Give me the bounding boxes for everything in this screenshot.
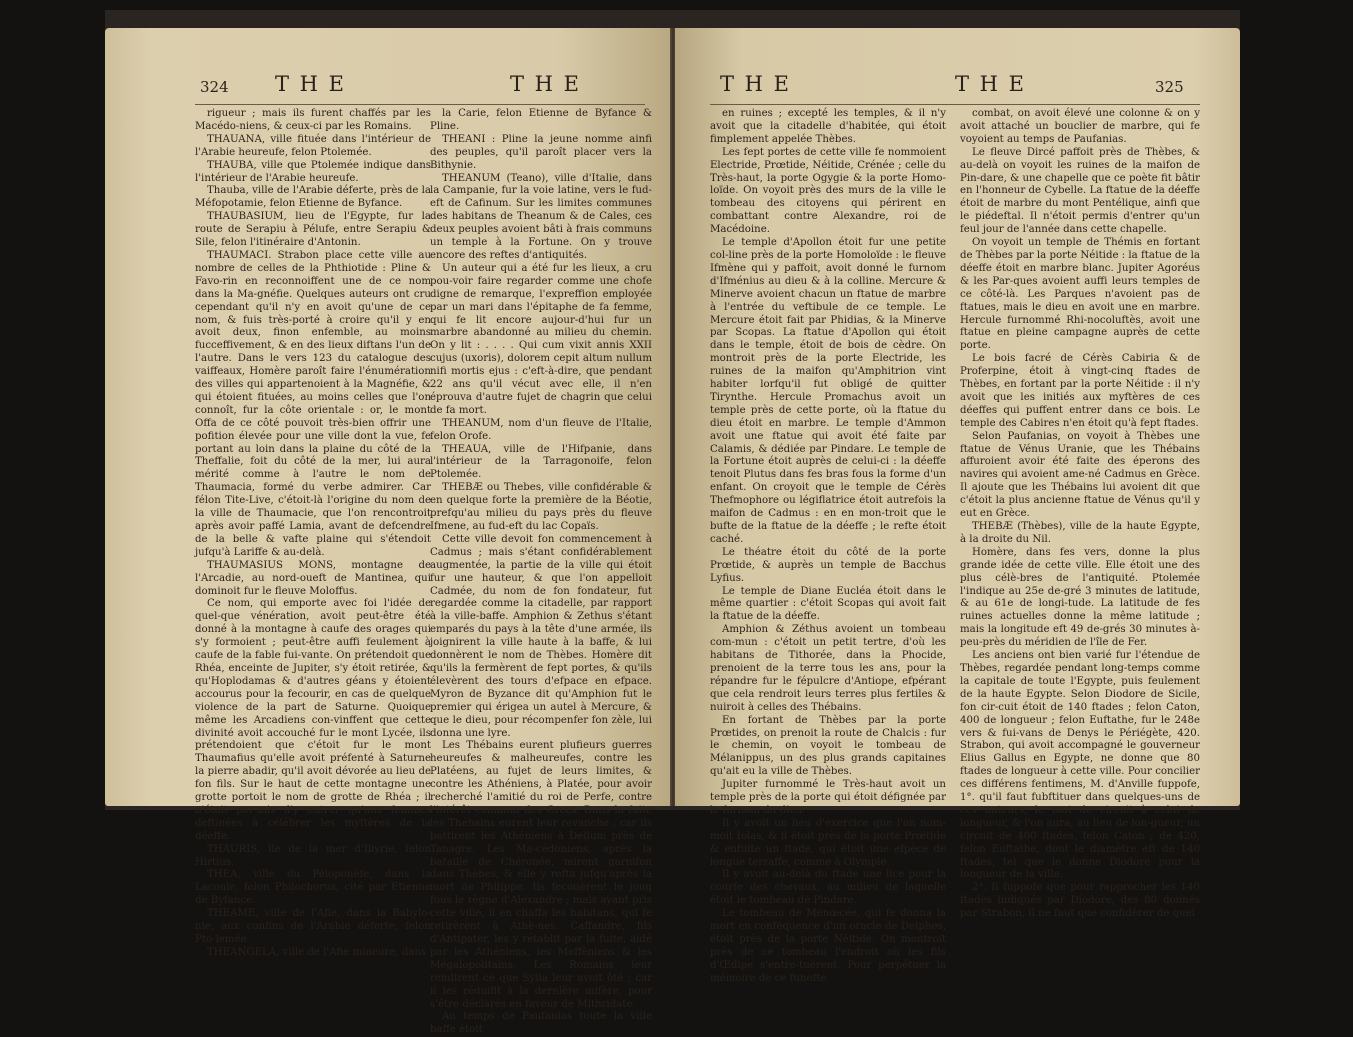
entry-paragraph: Le théatre étoit du côté de la porte Prœtide, & auprès un temple de Bacchus Lyfius.: [710, 546, 946, 584]
entry-paragraph: Il y avoit au-delà du ftade une lice pour la courfe des chevaux, au milieu de laquelle étoit le tombeau de Pindare.: [710, 869, 946, 907]
entry-paragraph: THEAME, ville de l'Afie, dans la Babylo-nie, aux confins de l'Arabie déferte, felon Pto-lemée.: [195, 908, 431, 945]
entry-paragraph: Le fleuve Dircé paffoit près de Thèbes, & au-delà on voyoit les ruines de la maifon de Pin-dare, & une chapelle que ce poète fit bâtir en l'honneur de Cybelle. La ftatue de la déeffe étoit de marbre du mont Pentélique, ainfi que le piédeftal. Il n'étoit permis d'entrer qu'un feul jour de l'année dans cette chapelle.: [960, 146, 1200, 236]
entry-paragraph: THAUMASIUS MONS, montagne de l'Arcadie, au nord-oueft de Mantinea, qui dominoit fur le fleuve Moloffus.: [195, 559, 431, 597]
running-head-left-2: T H E: [510, 72, 582, 96]
right-column-1: [710, 108, 946, 984]
entry-paragraph: Le tombeau de Ménœcée, qui fe donna la mort en conféquence d'un oracle de Delphes, étoit près de la porte Néitide. On montroit près de ce tombeau l'endroit où les fils d'Œdipe s'entre-tuèrent. Pour perpétuer la mémoire de ce funefte: [710, 908, 946, 984]
page-number-left: 324: [200, 78, 229, 96]
entry-paragraph: 2°. Il fuppofe que pour rapprocher les 140 ftades indiqués par Diodore, des 80 donnés par Strabon, il ne faut que confidérer de quel: [960, 882, 1200, 920]
left-page: [105, 28, 670, 1036]
entry-paragraph: Homère, dans fes vers, donne la plus grande idée de cette ville. Elle étoit une des plus célè-bres de l'antiquité. Ptolemée l'indique au 25e de-gré 3 minutes de latitude, & au 61e de longi-tude. La latitude de fes ruines actuelles donne la même latitude ; mais la longitude eft 49 de-grés 30 minutes à-peu-près du méridien de l'île de Fer.: [960, 546, 1200, 649]
left-column-1: [195, 108, 431, 958]
left-column-2: [430, 108, 652, 1036]
entry-paragraph: Un auteur qui a été fur les lieux, a cru pou-voir faire regarder comme une chofe digne de remarque, l'expreffion employée par un mari dans l'épitaphe de fa femme, qui fe lit encore aujour-d'hui fur un marbre abandonné au milieu du chemin. On y lit : . . . . Qui cum vixit annis XXII cujus (uxoris), dolorem cepit altum nullum nifi mortis ejus : c'eft-à-dire, que pendant 22 ans qu'il vécut avec elle, il n'en éprouva d'autre fujet de chagrin que celui de fa mort.: [430, 262, 652, 416]
entry-paragraph: Cette ville devoit fon commencement à Cadmus ; mais s'étant confidérablement augmentée, la partie de la ville qui étoit fur une hauteur, & que l'on appelloit Cadmée, du nom de fon fondateur, fut regardée comme la citadelle, par rapport à la ville-baffe. Amphion & Zethus s'étant emparés du pays à la tête d'une armée, ils joignirent la ville haute à la baffe, & lui donnèrent le nom de Thèbes. Homère dit qu'ils la fermèrent de fept portes, & qu'ils élevèrent des tours d'efpace en efpace. Myron de Byzance dit qu'Amphion fut le premier qui érigea un autel à Mercure, & que le dieu, pour récompenfer fon zèle, lui donna une lyre.: [430, 533, 652, 739]
entry-paragraph: THEA, ville du Péloponèfe, dans la Laconie, felon Philochorus, cité par Etienne de Byfance.: [195, 869, 431, 907]
entry-paragraph: THEBÆ (Thèbes), ville de la haute Egypte, à la droite du Nil.: [960, 521, 1200, 545]
running-head-right-1: T H E: [720, 72, 792, 96]
entry-paragraph: Il y avoit un lieu d'exercice que l'on nom-moit Iolas, & il étoit près de la porte Prœtide & enfuite un ftade, qui étoit une efpèce de longue terraffe, comme à Olympie.: [710, 817, 946, 868]
entry-paragraph: Jupiter furnommé le Très-haut avoit un temple près de la porte qui étoit défignée par le furnom du dieu.: [710, 779, 946, 816]
entry-paragraph: Le temple de Diane Eucléa étoit dans le même quartier : c'étoit Scopas qui avoit fait la ftatue de la déeffe.: [710, 585, 946, 623]
running-head-left-1: T H E: [275, 72, 347, 96]
header-rule-left: [195, 104, 645, 105]
entry-paragraph: Amphion & Zéthus avoient un tombeau com-mun : c'étoit un petit tertre, d'où les habitans de Tithorée, dans la Phocide, prenoient de la terre tous les ans, pour la répandre fur le fépulcre d'Antiope, efpérant que cela rendroit leurs terres plus fertiles & nuiroit à celles des Thébains.: [710, 624, 946, 713]
entry-paragraph: THAURIS, île de la mer d'Illyrie, felon Hirtius.: [195, 843, 431, 868]
entry-paragraph: On voyoit un temple de Thémis en fortant de Thèbes par la porte Néitide : la ftatue de la déeffe étoit en marbre blanc. Jupiter Agoréus & les Par-ques avoient auffi leurs temples de ce côté-là. Les Parques n'avoient pas de ftatues, mais le dieu en avoit une en marbre. Hercule furnommé Rhi-nocoluftès, avoit une ftatue en pleine campagne auprès de cette porte.: [960, 237, 1200, 352]
entry-paragraph: THEANUM, nom d'un fleuve de l'Italie, felon Orofe.: [430, 417, 652, 442]
entry-paragraph: Les anciens ont bien varié fur l'étendue de Thèbes, regardée pendant long-temps comme la capitale de toute l'Egypte, puis feulement de la haute Egypte. Selon Diodore de Sicile, fon cir-cuit étoit de 140 ftades ; felon Caton, 400 de longueur ; felon Euftathe, fur le 248e vers & fui-vans de Denys le Périégète, 420. Strabon, qui avoit accompagné le gouverneur Elius Gallus en Egypte, ne donne que 80 ftades de longueur à cette ville. Pour concilier ces différens fentimens, M. d'Anville fuppofe, 1°. qu'il faut fubftituer dans quelques-uns de ces auteurs, le mot de circuit à celui de longueur, & l'on aura, au lieu de lon-gueur, un circuit de 400 ftades, felon Caton ; de 420, felon Euftathe, dont le diamètre eft de 140 ftades, tel que le donne Diodore pour la longueur de la ville.: [960, 650, 1200, 881]
entry-paragraph: THEANGELA, ville de l'Afie mineure, dans: [207, 946, 427, 958]
entry-paragraph: Le bois facré de Cérès Cabiria & de Proferpine, étoit à vingt-cinq ftades de Thèbes, en fortant par la porte Néitide : il n'y avoit que les initiés aux myftères de ces déeffes qui puffent entrer dans ce bois. Le temple des Cabires n'en étoit qu'à fept ftades.: [960, 353, 1200, 429]
entry-paragraph: en ruines ; excepté les temples, & il n'y avoit que la citadelle d'habitée, qui étoit fimplement appelée Thèbes.: [710, 108, 946, 145]
entry-paragraph: THEBÆ ou Thebes, ville confidérable & en quelque forte la première de la Béotie, prefqu'au milieu du pays près du fleuve Ifmene, au fud-eft du lac Copaïs.: [430, 482, 652, 532]
right-column-2: [960, 108, 1200, 920]
entry-paragraph: THEANUM (Teano), ville d'Italie, dans la Campanie, fur la voie latine, vers le fud-eft de Cafinum. Sur les limites communes des habitans de Theanum & de Cales, ces deux peuples avoient bâti à frais communs un temple à la Fortune. On y trouve encore des reftes d'antiquités.: [430, 172, 652, 261]
entry-paragraph: la Carie, felon Etienne de Byfance & Pline.: [430, 108, 652, 132]
entry-paragraph: THAUBA, ville que Ptolemée indique dans l'intérieur de l'Arabie heureufe.: [195, 159, 431, 184]
entry-paragraph: Ce nom, qui emporte avec foi l'idée de quel-que vénération, avoit peut-être été donné à la montagne à caufe des orages qui s'y formoient ; peut-être auffi feulement à caufe de la fable fui-vante. On prétendoit que Rhéa, enceinte de Jupiter, s'y étoit retirée, & qu'Hoplodamas & d'autres géans y étoient accourus pour la fecourir, en cas de quelque violence de la part de Saturne. Quoique même les Arcadiens con-vinffent que cette divinité avoit accouché fur le mont Lycée, ils prétendoient que c'étoit fur le mont Thaumafius qu'elle avoit préfenté à Saturne la pierre abadir, qu'il avoit dévorée au lieu de fon fils. Sur le haut de cette montagne une grotte portoit le nom de grotte de Rhéa ; il n'étoit per-mis d'y entrer qu'aux femmes deftinées à célébrer les myftères de la déeffe.: [195, 598, 431, 842]
entry-paragraph: Selon Paufanias, on voyoit à Thèbes une ftatue de Vénus Uranie, que les Thébains affuroient avoir été faite des éperons des navires qui avoient ame-né Cadmus en Grèce. Il ajoute que les Thébains lui avoient dit que c'étoit la plus ancienne ftatue de Vénus qu'il y eut en Grèce.: [960, 430, 1200, 520]
entry-paragraph: THAUBASIUM, lieu de l'Egypte, fur la route de Serapiu à Pélufe, entre Serapiu & Sile, felon l'itinéraire d'Antonin.: [195, 211, 431, 249]
entry-paragraph: Les Thébains eurent plufieurs guerres heureufes & malheureufes, contre les Platéens, au fujet de leurs limites, & contre les Athéniens, à Platée, pour avoir recherché l'amitié du roi de Perfe, contre l'intérêt commun des Grecs. Dans la fuite les Thébains eurent leur revanche ; car ils battirent les Athéniens à Delium près de Tanagre. Les Ma-cédoniens, après la bataille de Chéronée, mirent garnifon dans Thèbes, & elle y refta jufqu'après la mort de Philippe. Ils fecouèrent le joug fous le règne d'Alexandre ; mais ayant pris cette ville, il en chaffa les habitans, qui fe retirèrent à Athè-nes. Caffandre, fils d'Antipater, les y rétablit par la fuite, aidé par les Athéniens, les Meffèniens & les Mégalopolitains. Les Romains leur rendirent ce que Sylla leur avoit ôté ; car il les réduifit à la dernière mifère, pour s'être déclarés en faveur de Mithridate.: [430, 740, 652, 1010]
entry-paragraph: Au temps de Paufanias toute la ville baffe étoit: [430, 1011, 652, 1036]
running-head-right-2: T H E: [955, 72, 1027, 96]
header-rule-right: [710, 104, 1200, 105]
entry-paragraph: rigueur ; mais ils furent chaffés par les Macédo-niens, & ceux-ci par les Romains.: [195, 108, 431, 132]
entry-paragraph: En fortant de Thèbes par la porte Prœtides, on prenoit la route de Chalcis : fur le chemin, on voyoit le tombeau de Mélanippus, un des plus grands capitaines qu'ait eu la ville de Thèbes.: [710, 714, 946, 778]
entry-paragraph: THAUMACI. Strabon place cette ville au nombre de celles de la Phthiotide : Pline & Favo-rin en reconnoiffent une de ce nom dans la Ma-gnéfie. Quelques auteurs ont cru cependant qu'il n'y en avoit qu'une de ce nom, & fuis très-porté à croire qu'il y en avoit deux, finon enfemble, au moins fucceffivement, & en des lieux diftans l'un de l'autre. Dans le vers 123 du catalogue des vaiffeaux, Homère paroît faire l'énumération des villes qui appartenoient à la Magnéfie, & qui étoient fituées, au moins celles que l'on connoît, fur la côte orientale : or, le mont Offa de ce côté pouvoit très-bien offrir une pofition élevée pour une ville dont la vue, fe portant au loin dans la plaine du côté de la Theffalie, foit du côté de la mer, lui aura mérité comme à l'autre le nom de Thaumacia, formé du verbe admirer. Car félon Tite-Live, c'étoit-là l'origine du nom de la ville de Thaumacie, que l'on rencontroit après avoir paffé Lamia, avant de defcendre de la belle & vafte plaine qui s'étendoit jufqu'à Lariffe & au-delà.: [195, 249, 431, 558]
right-page: [675, 28, 1240, 984]
entry-paragraph: THEAUA, ville de l'Hifpanie, dans l'intérieur de la Tarragonoife, felon Ptolemée.: [430, 443, 652, 481]
entry-paragraph: Thauba, ville de l'Arabie déferte, près de la Méfopotamie, felon Etienne de Byfance.: [195, 185, 431, 210]
entry-paragraph: combat, on avoit élevé une colonne & on y avoit attaché un bouclier de marbre, qui fe voyoient au temps de Paufanias.: [960, 108, 1200, 145]
entry-paragraph: Les fept portes de cette ville fe nommoient Electride, Prœtide, Néitide, Crénée ; celle du Très-haut, la porte Ogygie & la porte Homo-loïde. On voyoit près des murs de la ville le tombeau des citoyens qui périrent en combattant contre Alexandre, roi de Macédoine.: [710, 146, 946, 236]
entry-paragraph: Le temple d'Apollon étoit fur une petite col-line près de la porte Homoloïde : le fleuve Ifmène qui y paffoit, avoit donné le furnom d'Ifménius au dieu & à la colline. Mercure & Minerve avoient chacun un ftatue de marbre à l'entrée du veftibule de ce temple. Le Mercure étoit fait par Phidias, & la Minerve par Scopas. La ftatue d'Apollon qui étoit dans le temple, étoit de bois de cèdre. On montroit près de la porte Electride, les ruines de la maifon qu'Amphitrion vint habiter lorfqu'il fut obligé de quitter Tirynthe. Hercule Promachus avoit un temple près de cette porte, où la ftatue du dieu étoit en marbre. Le temple d'Ammon avoit une ftatue qui avoit été faite par Calamis, & dédiée par Pindare. Le temple de la Fortune étoit auprès de celui-ci : la déeffe tenoit Plutus dans fes bras fous la forme d'un enfant. On croyoit que le temple de Cérès Thefmophore ou légiflatrice étoit autrefois la maifon de Cadmus : en en mon-troit que le bufte de la ftatue de la déeffe ; le refte étoit caché.: [710, 237, 946, 545]
entry-paragraph: THAUANA, ville fituée dans l'intérieur de l'Arabie heureufe, felon Ptolemée.: [195, 133, 431, 158]
entry-paragraph: THEANI : Pline la jeune nomme ainfi des peuples, qu'il paroît placer vers la Bithynie.: [430, 133, 652, 171]
open-book: [105, 10, 1240, 1036]
page-number-right: 325: [1155, 78, 1184, 96]
